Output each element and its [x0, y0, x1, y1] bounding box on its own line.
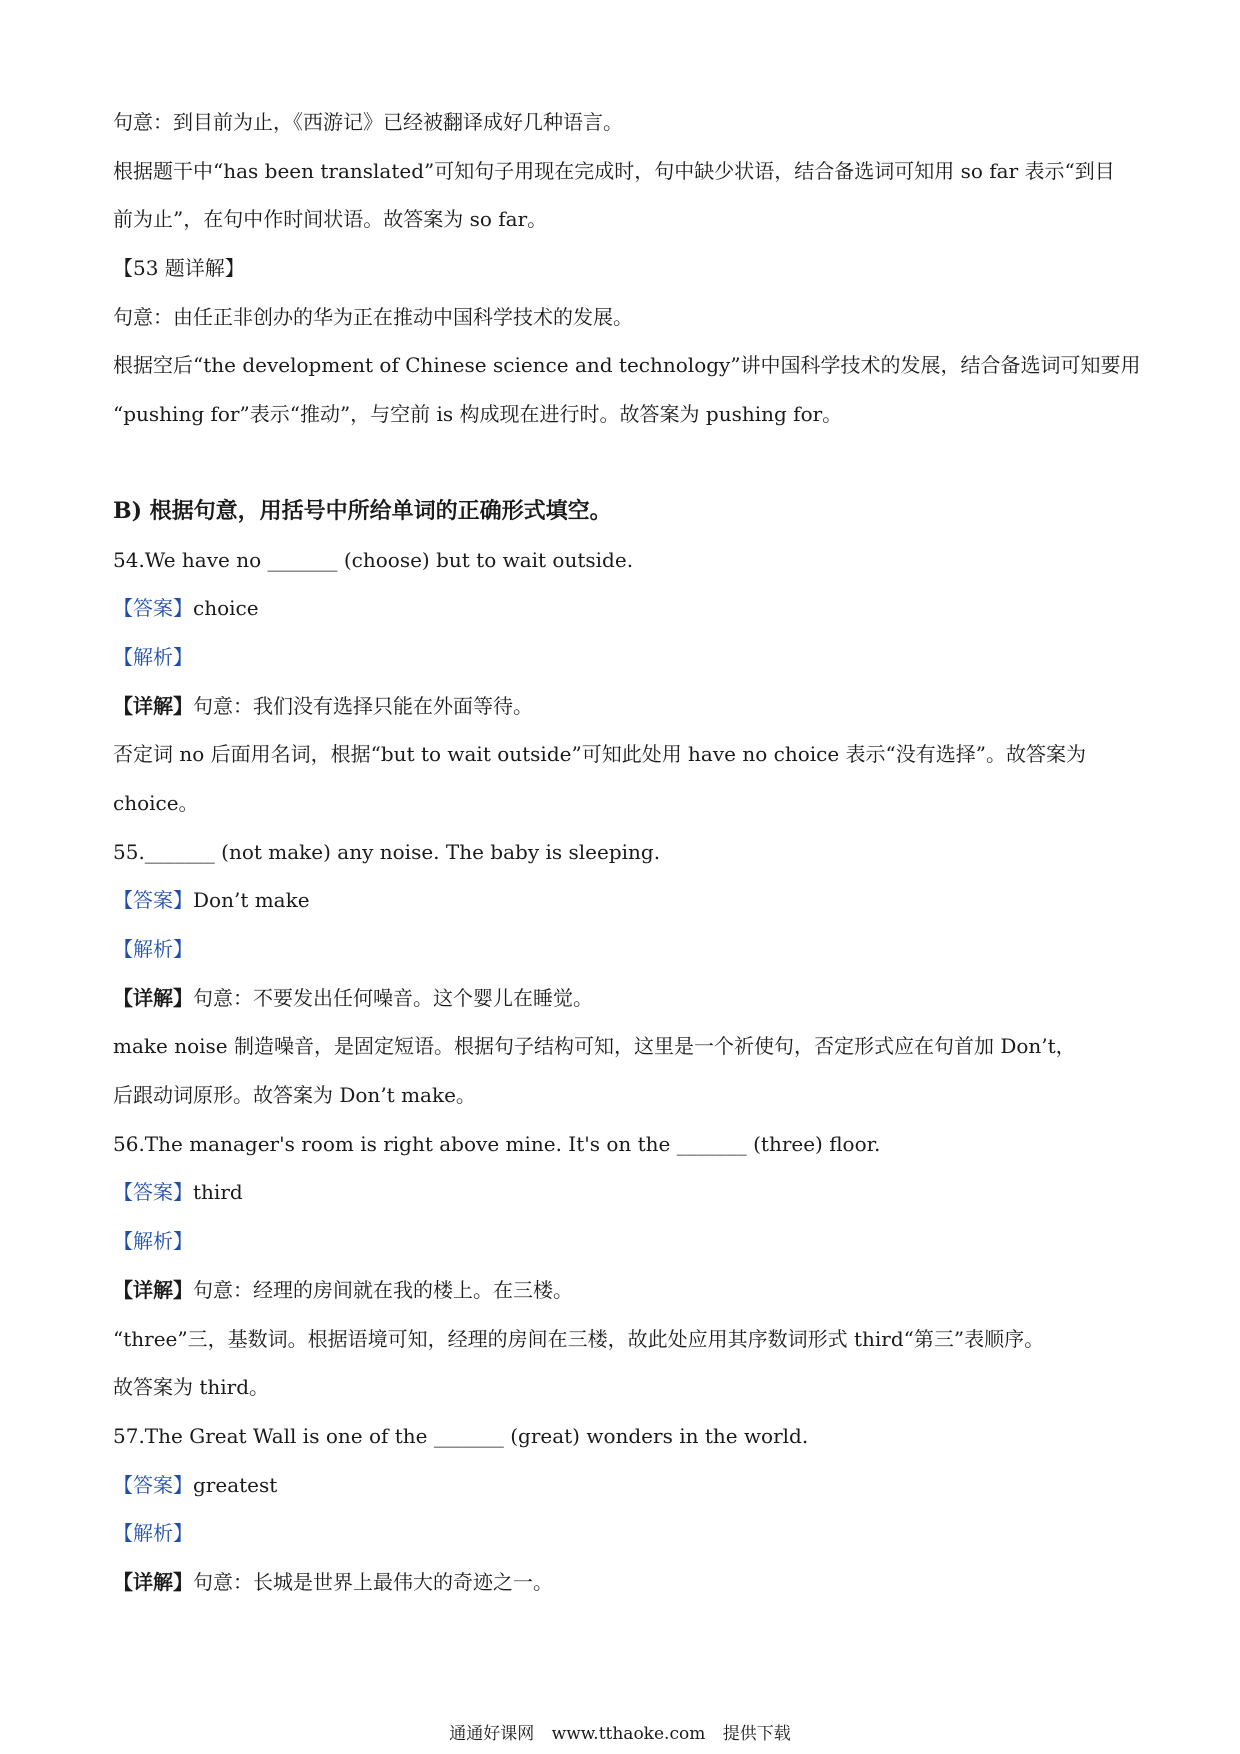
analysis-label: 【解析】 [113, 937, 193, 961]
explanation-line: “three”三，基数词。根据语境可知，经理的房间在三楼，故此处应用其序数词形式 third“第三”表顺序。 [113, 1326, 1045, 1351]
answer-54 [113, 584, 1133, 633]
question-54: 54.We have no _______ (choose) but to wait outside. [113, 547, 634, 572]
text-line: 根据空后“the development of Chinese science and technology”讲中国科学技术的发展，结合备选词可知要用 [113, 353, 1141, 378]
question-57: 57.The Great Wall is one of the _______ (great) wonders in the world. [113, 1423, 809, 1448]
spacer [113, 439, 1133, 487]
explanation-line: 故答案为 third。 [113, 1375, 270, 1400]
section-label-53: 【53 题详解】 [113, 256, 245, 281]
analysis-label: 【解析】 [113, 644, 193, 669]
answer-text: Don’t make [193, 888, 310, 913]
question-56: 56.The manager's room is right above mine. It's on the _______ (three) floor. [113, 1131, 881, 1156]
answer-56 [113, 1168, 1133, 1217]
text-line: 根据题干中“has been translated”可知句子用现在完成时，句中缺少状语，结合备选词可知用 so far 表示“到目 [113, 158, 1115, 183]
analysis-label: 【解析】 [113, 1229, 193, 1254]
detail-text: 句意：我们没有选择只能在外面等待。 [193, 693, 533, 718]
analysis-label: 【解析】 [113, 1521, 193, 1546]
detail-label: 【详解】 [113, 985, 193, 1010]
footer-site-name: 通通好课网 [449, 1724, 535, 1744]
footer-suffix: 提供下载 [722, 1724, 791, 1744]
detail-55 [113, 974, 1133, 1023]
section-b-heading: B) 根据句意，用括号中所给单词的正确形式填空。 [113, 497, 612, 524]
answer-label: 【答案】 [113, 596, 193, 621]
detail-54 [113, 682, 1133, 731]
question-55: 55._______ (not make) any noise. The baby is sleeping. [113, 839, 661, 864]
answer-label: 【答案】 [113, 1472, 193, 1497]
text-line: 前为止”，在句中作时间状语。故答案为 so far。 [113, 207, 548, 232]
detail-56 [113, 1266, 1133, 1315]
answer-text: choice [193, 596, 259, 621]
answer-text: third [193, 1180, 243, 1205]
answer-55 [113, 876, 1133, 925]
page-content [113, 98, 1141, 1607]
text-line: 句意：到目前为止，《西游记》已经被翻译成好几种语言。 [113, 110, 623, 134]
detail-label: 【详解】 [113, 693, 193, 718]
explanation-line: make noise 制造噪音，是固定短语。根据句子结构可知，这里是一个祈使句，否定形式应在句首加 Don’t， [113, 1034, 1076, 1059]
footer-url[interactable]: www.tthaoke.com [551, 1724, 706, 1744]
text-line: 句意：由任正非创办的华为正在推动中国科学技术的发展。 [113, 304, 633, 329]
answer-label: 【答案】 [113, 888, 193, 913]
page-footer [0, 1722, 1240, 1746]
detail-text: 句意：不要发出任何噪音。这个婴儿在睡觉。 [193, 985, 593, 1010]
detail-57 [113, 1558, 1133, 1607]
detail-text: 句意：长城是世界上最伟大的奇迹之一。 [193, 1569, 553, 1594]
explanation-line: choice。 [113, 790, 199, 815]
answer-57 [113, 1461, 1133, 1510]
detail-text: 句意：经理的房间就在我的楼上。在三楼。 [193, 1277, 573, 1302]
text-line: “pushing for”表示“推动”，与空前 is 构成现在进行时。故答案为 pushing for。 [113, 402, 843, 427]
answer-label: 【答案】 [113, 1180, 193, 1205]
explanation-line: 后跟动词原形。故答案为 Don’t make。 [113, 1083, 476, 1108]
explanation-line: 否定词 no 后面用名词，根据“but to wait outside”可知此处用 have no choice 表示“没有选择”。故答案为 [113, 742, 1086, 767]
detail-label: 【详解】 [113, 1569, 193, 1594]
detail-label: 【详解】 [113, 1277, 193, 1302]
answer-text: greatest [193, 1472, 278, 1497]
